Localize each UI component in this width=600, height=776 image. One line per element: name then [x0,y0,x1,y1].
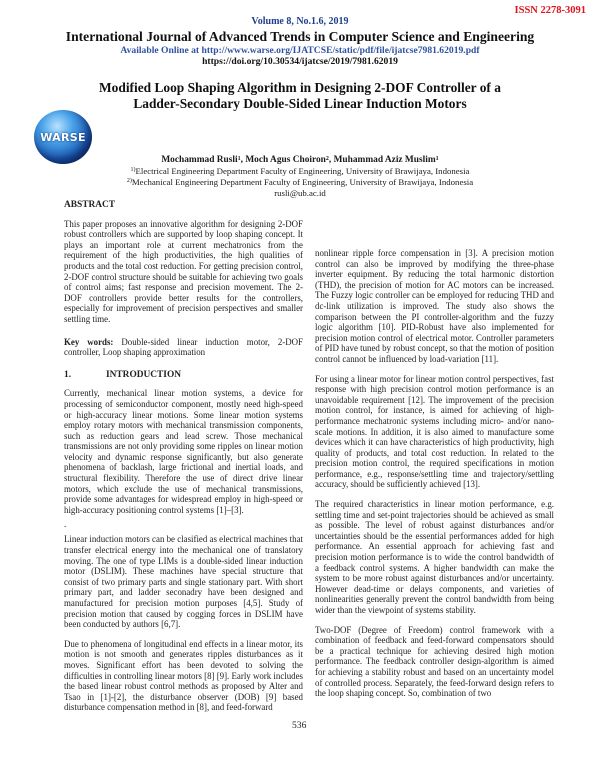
stray-mark: . [64,519,67,530]
section-title: INTRODUCTION [106,369,182,380]
abstract-heading: ABSTRACT [64,200,116,210]
globe-logo-icon [34,110,92,164]
doi-link[interactable]: https://doi.org/10.30534/ijatcse/2019/7981.62019 [202,56,398,67]
paragraph: Currently, mechanical linear motion systems, a device for processing of semiconductor component, mostly need high-speed or high-accuracy linear motions. Some linear motion systems employ rotary motors with mechanical transmission components, such as reduction gears and lead screw. Those mechanical transmissions are not only providing some ripples on linear motion velocity and dynamic response significantly, but also generate phenomena of backlash, large frictional and inertial loads, and structural flexibility. Therefore the use of direct drive linear motors, which exclude the use of mechanical transmissions, provide some advantages for widespread employ in high-speed or high-accuracy positioning control systems [1]–[3]. [64,388,303,515]
right-column [315,208,554,708]
section-heading-introduction [64,370,303,381]
author-sup: 2 [325,156,329,162]
available-online-link[interactable]: Available Online at http://www.warse.org/IJATCSE/static/pdf/file/ijatcse7981.62019.pdf [120,45,480,56]
journal-title: International Journal of Advanced Trends in Computer Science and Engineering [65,29,535,44]
author-name: Moch Agus Choiron [245,155,326,165]
affiliation-text: Electrical Engineering Department Faculty of Engineering, University of Brawijaya, Indonesia [135,166,470,176]
paper-title-line-2: Ladder-Secondary Double-Sided Linear Induction Motors [133,96,467,111]
author-name: Muhammad Aziz Muslim [333,155,436,165]
author-sup: 1 [237,156,241,162]
paragraph: Two-DOF (Degree of Freedom) control framework with a combination of feedback and feed-forward compensators should be a practical technique for achieving desired high motion performance. The feedback controller design-algorithm is aimed for achieving a stability robust and based on an uncertainty model of controlled process. Separately, the feed-forward design refers to the loop shaping concept. So, combination of two [315,624,554,699]
author-list: Mochammad Rusli$^1$, Moch Agus Choiron$^2$, Muhammad Aziz Muslim$^1$ [161,155,439,165]
left-column [64,200,303,722]
author-name: Mochammad Rusli [161,155,238,165]
keywords-text: Double-sided linear induction motor, 2-DOF controller, Loop shaping approximation [64,336,303,358]
issn-label: ISSN 2278-3091 [514,5,586,16]
author-email[interactable]: rusli@ub.ac.id [274,188,326,198]
paragraph: Linear induction motors can be clasified as electrical machines that transfer electrical energy into the mechanical one of translatory moving. The one of type LIMs is a double-sided linear induction motor (DSLIM). These machines have special structure that consist of two primary parts and single stationary part. With short primary part, and ladder seconadry have been designed and manufactured for precision motion purposes [4,5]. Study of precision motion that caused by cogging forces in DSLIM have been conducted by authors [6,7]. [64,534,303,630]
paragraph: The required characteristics in linear motion performance, e.g. settling time and set-point trajectories should be achieved as small as possible. The level of robust against disturbances and/or uncertainties should be the essential performances added for high performance. An essential approach for achieving fast and precision motion performance is to wide the control bandwidth of a feedback control systems. A higher bandwidth can make the system to be more robust against disturbances and/or uncertainty. However dead-time or delays components, and varieties of nonlinearities generally prevent the control bandwidth from being wider than the viewpoint of systems stability. [315,499,554,615]
logo-text: WARSE [40,130,86,144]
affiliation-text: Mechanical Engineering Department Faculty of Engineering, University of Brawijaya, Indonesia [131,177,474,187]
affiliation-sup: 1) [130,167,136,173]
journal-header [0,16,600,67]
affiliation-sup: 2) [126,178,132,184]
keywords-label: Key words: [64,336,114,347]
volume-info: Volume 8, No.1.6, 2019 [251,16,349,27]
affiliation [100,177,500,188]
paper-title-line-1: Modified Loop Shaping Algorithm in Designing 2-DOF Controller of a [99,80,501,95]
affiliation [100,166,500,177]
section-number: 1. [64,369,72,380]
page-number: 536 [292,720,307,731]
author-block [100,154,500,199]
paper-title [60,80,540,112]
abstract-text: This paper proposes an innovative algorithm for designing 2-DOF robust controllers which are supported by loop shaping concept. It plays an important role at current mechatronics from the requirement of the high productivities, the high qualities of products and the total cost reduction. For getting precision control, 2-DOF control structure should be suitable for achieving two goals of control aims; fast response and precision movement. The 2-DOF controllers provide better results for the controllers, especially for improvement of precision perspectives and smaller settling time. [64,218,303,324]
author-sup: 1 [435,156,439,162]
paragraph: For using a linear motor for linear motion control perspectives, fast response with high precision control motion performance is an unavoidable requirement [12]. The improvement of the precision motion control, for instance, is aimed for achieving of high-performance mechatronic systems including micro- and/or nano-scale motions. In addition, it is also aimed to manufacture some devices which it can have characteristics of high productivity, high quality of products, and total cost reduction. In related to the precision motion control, the required specifications in motion performance, e.g., response/settling time and trajectory/settling accuracy, should be sufficiently achieved [13]. [315,373,554,490]
paragraph: Due to phenomena of longitudinal end effects in a linear motor, its motion is not smooth and generates ripples disturbances as it moves. Significant effort has been devoted to solving the difficulties in controlling linear motors [8] [9]. Early work includes the based linear robust control methods as proposed by Alter and Tsao in [1]-[2], the disturbance observer (DOB) [9] based disturbance compensation method in [8], and feed-forward [64,638,303,713]
paragraph: nonlinear ripple force compensation in [3]. A precision motion control can also be improved by modifying the three-phase inverter equipment. By reducing the total harmonic distortion (THD), the precision of motion for AC motors can be increased. The Fuzzy logic controller can be employed for reducing THD and dc-link utilization is improved. The study also shows the comparison between the PI controller-algorithm and the fuzzy logic algorithm [10]. PID-Robust have also implemented for precision motion control of electrical motor. Controller parameters of PID have tuned by robust concept, so that the motion of position control cannot be influenced by load-variation [11]. [315,248,554,364]
keywords [64,337,303,358]
